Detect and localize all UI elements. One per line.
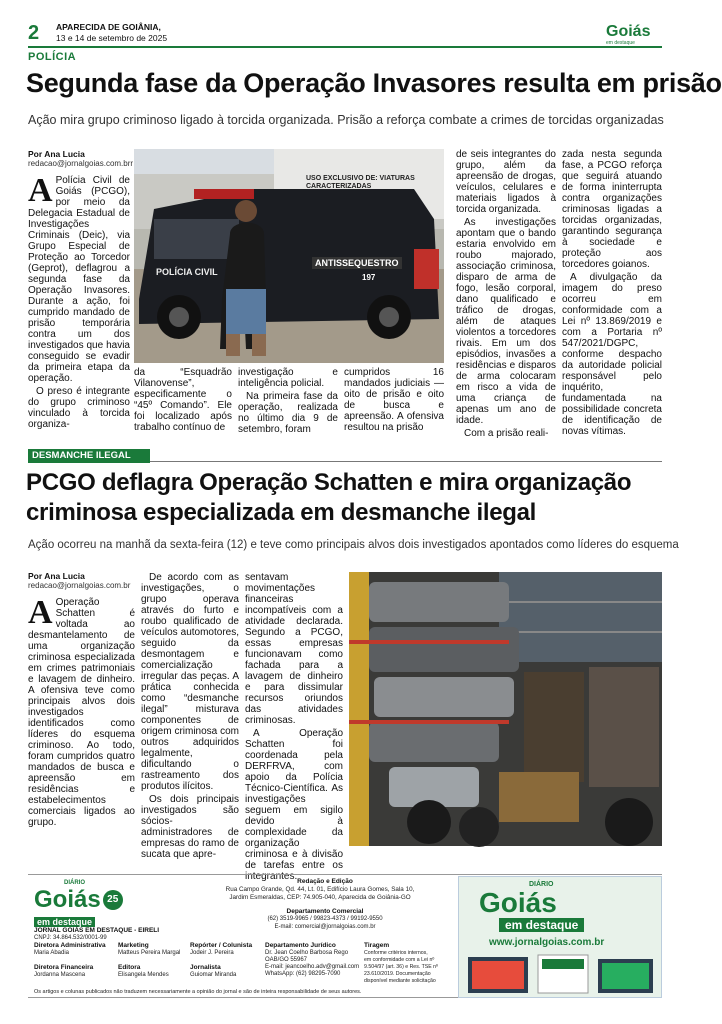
article1-para: A divulgação da imagem do preso ocorreu em conformidade com a Lei nº 13.869/2019 e com a Portaria nº 547/2021/DGPC, conforme despacho da autoridade policial responsável pelo inquérito, fundamentada na possibilidade concreta de identificação de novas vítimas. [562, 272, 662, 437]
article2-photo [349, 572, 662, 846]
car-number: 197 [362, 273, 376, 282]
tiragem-line: em conformidade com a Lei nº [364, 957, 435, 963]
staff-role: Diretora Administrativa [34, 942, 106, 949]
article1-para: zada nesta segunda fase, a PCGO reforça que seguirá atuando de forma ininterrupta contra organizações criminosas ligadas a torcidas organizadas, garantindo segurança à sociedade e proteção aos torcedores goianos. [562, 149, 662, 270]
footer-comercial-phone: (62) 3519-9965 / 99823-4373 / 99192-9550 [267, 916, 383, 922]
article1-para: da “Esquadrão Vilanovense”, especificamente o “45º Comando”. Ele foi localizado após trabalho contínuo de [134, 367, 232, 433]
juridico-line: OAB/GO 55967 [265, 957, 308, 963]
ad-logo-name: Goiás [479, 887, 557, 918]
article1-para: Com a prisão reali- [464, 428, 549, 439]
article2-para: De acordo com as investigações, o grupo operava através do furto e roubo qualificado de veículos automotores, seguido da desmontagem e comercialização irregular das peças. A prática conhecida como “desmanche ilegal” misturava componentes de origem criminosa com outros adquiridos legalmente, dificultando o rastreamento dos produtos ilícitos. [141, 572, 239, 792]
staff-name: Elisangela Mendes [118, 972, 169, 978]
footer-logo [34, 880, 154, 926]
article2-email[interactable]: redacao@jornalgoias.com.br [28, 581, 131, 590]
article2-title-line: criminosa especializada em desmanche ilegal [26, 499, 537, 526]
article1-author: Por Ana Lucia [28, 149, 85, 159]
juridico-line: WhatsApp: (62) 98295-7090 [265, 971, 341, 977]
ad-devices-illustration [463, 953, 657, 995]
juridico-line: Dr. Jean Coelho Barbosa Rego [265, 950, 349, 956]
footer-logo-row [34, 885, 154, 913]
footer-redacao-addr2: Jardim Esmeraldas, CEP: 74.905-040, Aparecida de Goiânia-GO [229, 894, 411, 901]
staff-role: Marketing [118, 942, 149, 949]
header-date: 13 e 14 de setembro de 2025 [56, 33, 168, 43]
footer-redacao-title: Redação e Edição [297, 878, 353, 885]
footer-comercial-title: Departamento Comercial [286, 908, 364, 915]
article1-para: O preso é integrante do grupo criminoso vinculado à torcida organiza- [28, 386, 130, 430]
van-text: USO EXCLUSIVO DE: VIATURAS CARACTERIZADAS [306, 175, 415, 190]
staff-role: Repórter / Colunista [190, 942, 253, 949]
article1-para: As investigações apontam que o bando estaria envolvido em roubo majorado, associação criminosa, disparo de arma de fogo, lesão corporal, dano qualificado e tráfico de drogas, além de ataques violentos a torcedores rivais. Em um dos episódios, invasões a residências e disparos de arma colocaram em risco a vida de uma criança de apenas um ano de idade. [456, 217, 556, 426]
footer-comercial-email[interactable]: E-mail: comercial@jornalgoias.com.br [274, 924, 376, 930]
article2-column-1 [28, 594, 135, 847]
footer-tiragem-title: Tiragem [364, 942, 390, 949]
article1-subtitle: Ação mira grupo criminoso ligado à torcida organizada. Prisão a reforça combate a crimes de torcidas organizadas [28, 113, 664, 127]
article2-para: Os dois principais investigados são sócios-administradores de empresas do ramo de sucata que apre- [141, 794, 239, 860]
article2-para: sentavam movimentações financeiras incompatíveis com a atividade declarada. Segundo a PCGO, essas empresas funcionavam como fachada para a lavagem de dinheiro e para dissimular recursos oriundos das atividades criminosas. [245, 572, 343, 726]
article2-column-2 [141, 572, 239, 860]
article2-column-3 [245, 572, 343, 882]
article1-dropcap: A [28, 172, 53, 209]
article2-para: A Operação Schatten foi coordenada pela DERFRVA, com apoio da Polícia Técnico-Científica. As investigações seguem em sigilo devido à complexidade da organização criminosa e à divisão de tarefas entre os integrantes. [245, 728, 343, 882]
article2-title-line: PCGO deflagra Operação Schatten e mira organização [26, 469, 632, 496]
car-side-text: ANTISSEQUESTRO [312, 257, 402, 269]
footer-disclaimer: Os artigos e colunas publicados não traduzem necessariamente a opinião do jornal e são de inteira responsabilidade de seus autores. [34, 989, 362, 995]
tiragem-line: 9.504/97 (art. 36) e Res. TSE nº [364, 964, 438, 970]
article2-subtitle: Ação ocorreu na manhã da sexta-feira (12) e teve como principais alvos dois investigados apontados como líderes do esquema [28, 539, 679, 551]
anniversary-badge: 25 [103, 890, 123, 910]
staff-name: Jordanna Mascena [34, 972, 86, 978]
footer-logo-sub: em destaque [34, 917, 95, 927]
staff-name: Matteus Pereira Margal [118, 950, 181, 956]
juridico-line[interactable]: E-mail: jeancoelho.adv@gmail.com [265, 964, 360, 970]
staff-name: Guiomar Miranda [190, 972, 237, 978]
article2-dropcap: A [28, 594, 53, 631]
header-rule [28, 46, 662, 48]
staff-name: Jodeir J. Pereira [190, 950, 234, 956]
ad-logo-sub: em destaque [499, 918, 584, 932]
junkyard-photo [349, 572, 662, 846]
staff-name: Maria Abadia [34, 950, 70, 956]
article1-column-6 [562, 149, 662, 445]
article1-para: de seis integrantes do grupo, além da apreensão de drogas, veículos, celulares e materiais ligados à torcida organizada. [456, 149, 556, 215]
article1-para: cumpridos 16 mandados judiciais — oito de prisão e oito de busca e apreensão. A ofensiva resultou na prisão [344, 367, 444, 433]
staff-role: Editora [118, 964, 141, 971]
article1-photo [134, 149, 444, 363]
section-tag-policia: POLÍCIA [28, 51, 77, 63]
car-door-text: POLÍCIA CIVIL [156, 267, 218, 277]
article1-para: Na primeira fase da operação, realizada no último dia 9 de setembro, foram [238, 391, 338, 435]
footer-redacao-addr1: Rua Campo Grande, Qd. 44, Lt. 01, Edifício Laura Gomes, Sala 10, [225, 886, 415, 893]
article1-column-5 [456, 149, 556, 445]
section-tag-desmanche: DESMANCHE ILEGAL [28, 449, 150, 463]
header-logo [606, 24, 662, 44]
article1-column-4 [344, 367, 444, 445]
article1-column-3 [238, 367, 338, 445]
ad-logo-top: DIÁRIO [529, 881, 554, 888]
article1-title: Segunda fase da Operação Invasores resulta em prisão [26, 68, 722, 98]
header-city: APARECIDA DE GOIÂNIA, [56, 22, 161, 32]
footer-company: JORNAL GOIÁS EM DESTAQUE - EIRELI [34, 927, 160, 934]
article2-para: Operação Schatten é voltada ao desmantelamento de uma organização criminosa especializada em crimes patrimoniais e lavagem de dinheiro. A ofensiva teve como principais alvos dois investigados identificados como líderes do esquema criminoso. Ao todo, foram cumpridos quatro mandados de busca e apreensão em residências e estabelecimentos comerciais ligados ao grupo. [28, 597, 135, 828]
article1-para: Polícia Civil de Goiás (PCGO), por meio da Delegacia Estadual de Investigações Criminais (Deic), via Grupo Especial de Proteção ao Torcedor (Geprot), deflagrou a segunda fase da Operação Invasores. Durante a ação, foi cumprido mandado de prisão temporária contra um dos investigados que havia conseguido se evadir da primeira etapa da operação. [28, 175, 130, 384]
article1-column-1 [28, 172, 130, 445]
article2-title [26, 468, 666, 528]
article1-email[interactable]: redacao@jornalgoias.com.brr [28, 159, 134, 168]
footer-logo-name: Goiás [34, 885, 101, 913]
footer-juridico-title: Departamento Jurídico [265, 942, 336, 949]
article1-column-2 [134, 367, 232, 445]
footer-ad[interactable] [458, 876, 662, 998]
header-logo-sub: em destaque [606, 40, 635, 46]
article2-author: Por Ana Lucia [28, 571, 85, 581]
staff-role: Diretora Financeira [34, 964, 94, 971]
staff-role: Jornalista [190, 964, 221, 971]
tiragem-line: disponível mediante solicitação [364, 978, 436, 984]
tiragem-line: Conforme critérios internos, [364, 950, 428, 956]
ad-url[interactable]: www.jornalgoias.com.br [489, 937, 605, 948]
header-logo-name: Goiás [606, 23, 651, 40]
page-number: 2 [28, 22, 50, 44]
footer-cnpj: CNPJ: 34.864.532/0001-99 [34, 935, 107, 941]
tiragem-line: 23.610/2019. Documentação [364, 971, 431, 977]
article1-para: investigação e inteligência policial. [238, 367, 338, 389]
footer-logo-top: DIÁRIO [64, 880, 85, 886]
